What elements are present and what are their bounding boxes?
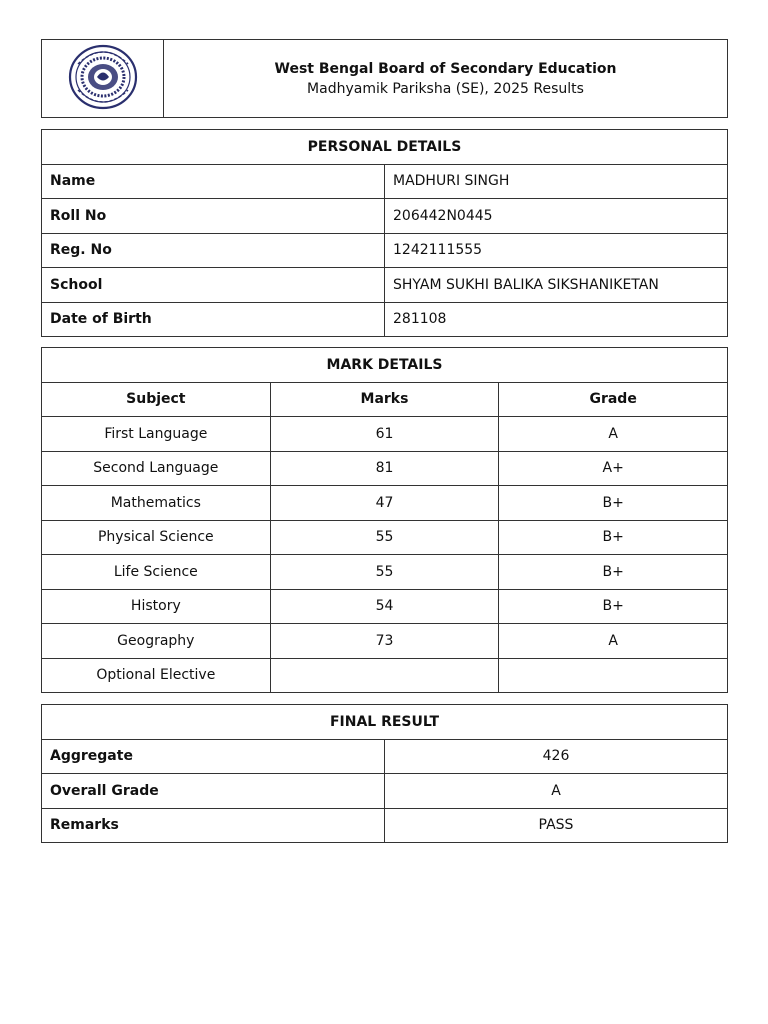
name-value: MADHURI SINGH	[385, 164, 728, 199]
marks-cell: 55	[270, 555, 499, 590]
logo-cell	[42, 40, 164, 118]
table-row	[42, 774, 728, 809]
table-row	[42, 658, 728, 693]
dob-value: 281108	[385, 302, 728, 337]
subject-cell: First Language	[42, 417, 271, 452]
table-row	[42, 451, 728, 486]
personal-details-table	[41, 129, 728, 337]
column-header-row	[42, 382, 728, 417]
subject-cell: History	[42, 589, 271, 624]
subject-cell: Geography	[42, 624, 271, 659]
name-label: Name	[42, 164, 385, 199]
marks-cell: 81	[270, 451, 499, 486]
subject-cell: Life Science	[42, 555, 271, 590]
table-row	[42, 555, 728, 590]
subject-cell: Second Language	[42, 451, 271, 486]
overall-grade-label: Overall Grade	[42, 774, 385, 809]
final-result-heading: FINAL RESULT	[42, 705, 728, 740]
grade-cell: B+	[499, 589, 728, 624]
header-text-cell	[164, 40, 728, 118]
aggregate-label: Aggregate	[42, 739, 385, 774]
grade-cell: A+	[499, 451, 728, 486]
reg-no-value: 1242111555	[385, 233, 728, 268]
grade-cell: A	[499, 624, 728, 659]
dob-label: Date of Birth	[42, 302, 385, 337]
personal-details-heading: PERSONAL DETAILS	[42, 130, 728, 165]
mark-details-heading: MARK DETAILS	[42, 348, 728, 383]
grade-cell: A	[499, 417, 728, 452]
table-row	[42, 268, 728, 303]
column-header-marks: Marks	[270, 382, 499, 417]
table-row	[42, 589, 728, 624]
grade-cell: B+	[499, 486, 728, 521]
table-row	[42, 624, 728, 659]
marks-cell	[270, 658, 499, 693]
table-row	[42, 520, 728, 555]
overall-grade-value: A	[385, 774, 728, 809]
reg-no-label: Reg. No	[42, 233, 385, 268]
table-row	[42, 233, 728, 268]
table-row	[42, 486, 728, 521]
school-label: School	[42, 268, 385, 303]
roll-no-value: 206442N0445	[385, 199, 728, 234]
marks-cell: 61	[270, 417, 499, 452]
subject-cell: Mathematics	[42, 486, 271, 521]
table-row	[42, 417, 728, 452]
column-header-grade: Grade	[499, 382, 728, 417]
grade-cell: B+	[499, 520, 728, 555]
mark-details-table	[41, 347, 728, 693]
table-row	[42, 739, 728, 774]
school-value: SHYAM SUKHI BALIKA SIKSHANIKETAN	[385, 268, 728, 303]
table-row	[42, 808, 728, 843]
result-header	[41, 39, 728, 118]
table-row	[42, 302, 728, 337]
marks-cell: 55	[270, 520, 499, 555]
table-row	[42, 164, 728, 199]
column-header-subject: Subject	[42, 382, 271, 417]
marks-cell: 54	[270, 589, 499, 624]
board-seal-icon	[68, 44, 138, 110]
roll-no-label: Roll No	[42, 199, 385, 234]
grade-cell: B+	[499, 555, 728, 590]
subject-cell: Optional Elective	[42, 658, 271, 693]
marks-cell: 47	[270, 486, 499, 521]
subject-cell: Physical Science	[42, 520, 271, 555]
remarks-label: Remarks	[42, 808, 385, 843]
final-result-table	[41, 704, 728, 843]
aggregate-value: 426	[385, 739, 728, 774]
board-name: West Bengal Board of Secondary Education	[274, 60, 617, 77]
table-row	[42, 199, 728, 234]
remarks-value: PASS	[385, 808, 728, 843]
marks-cell: 73	[270, 624, 499, 659]
exam-title: Madhyamik Pariksha (SE), 2025 Results	[307, 80, 584, 97]
grade-cell	[499, 658, 728, 693]
